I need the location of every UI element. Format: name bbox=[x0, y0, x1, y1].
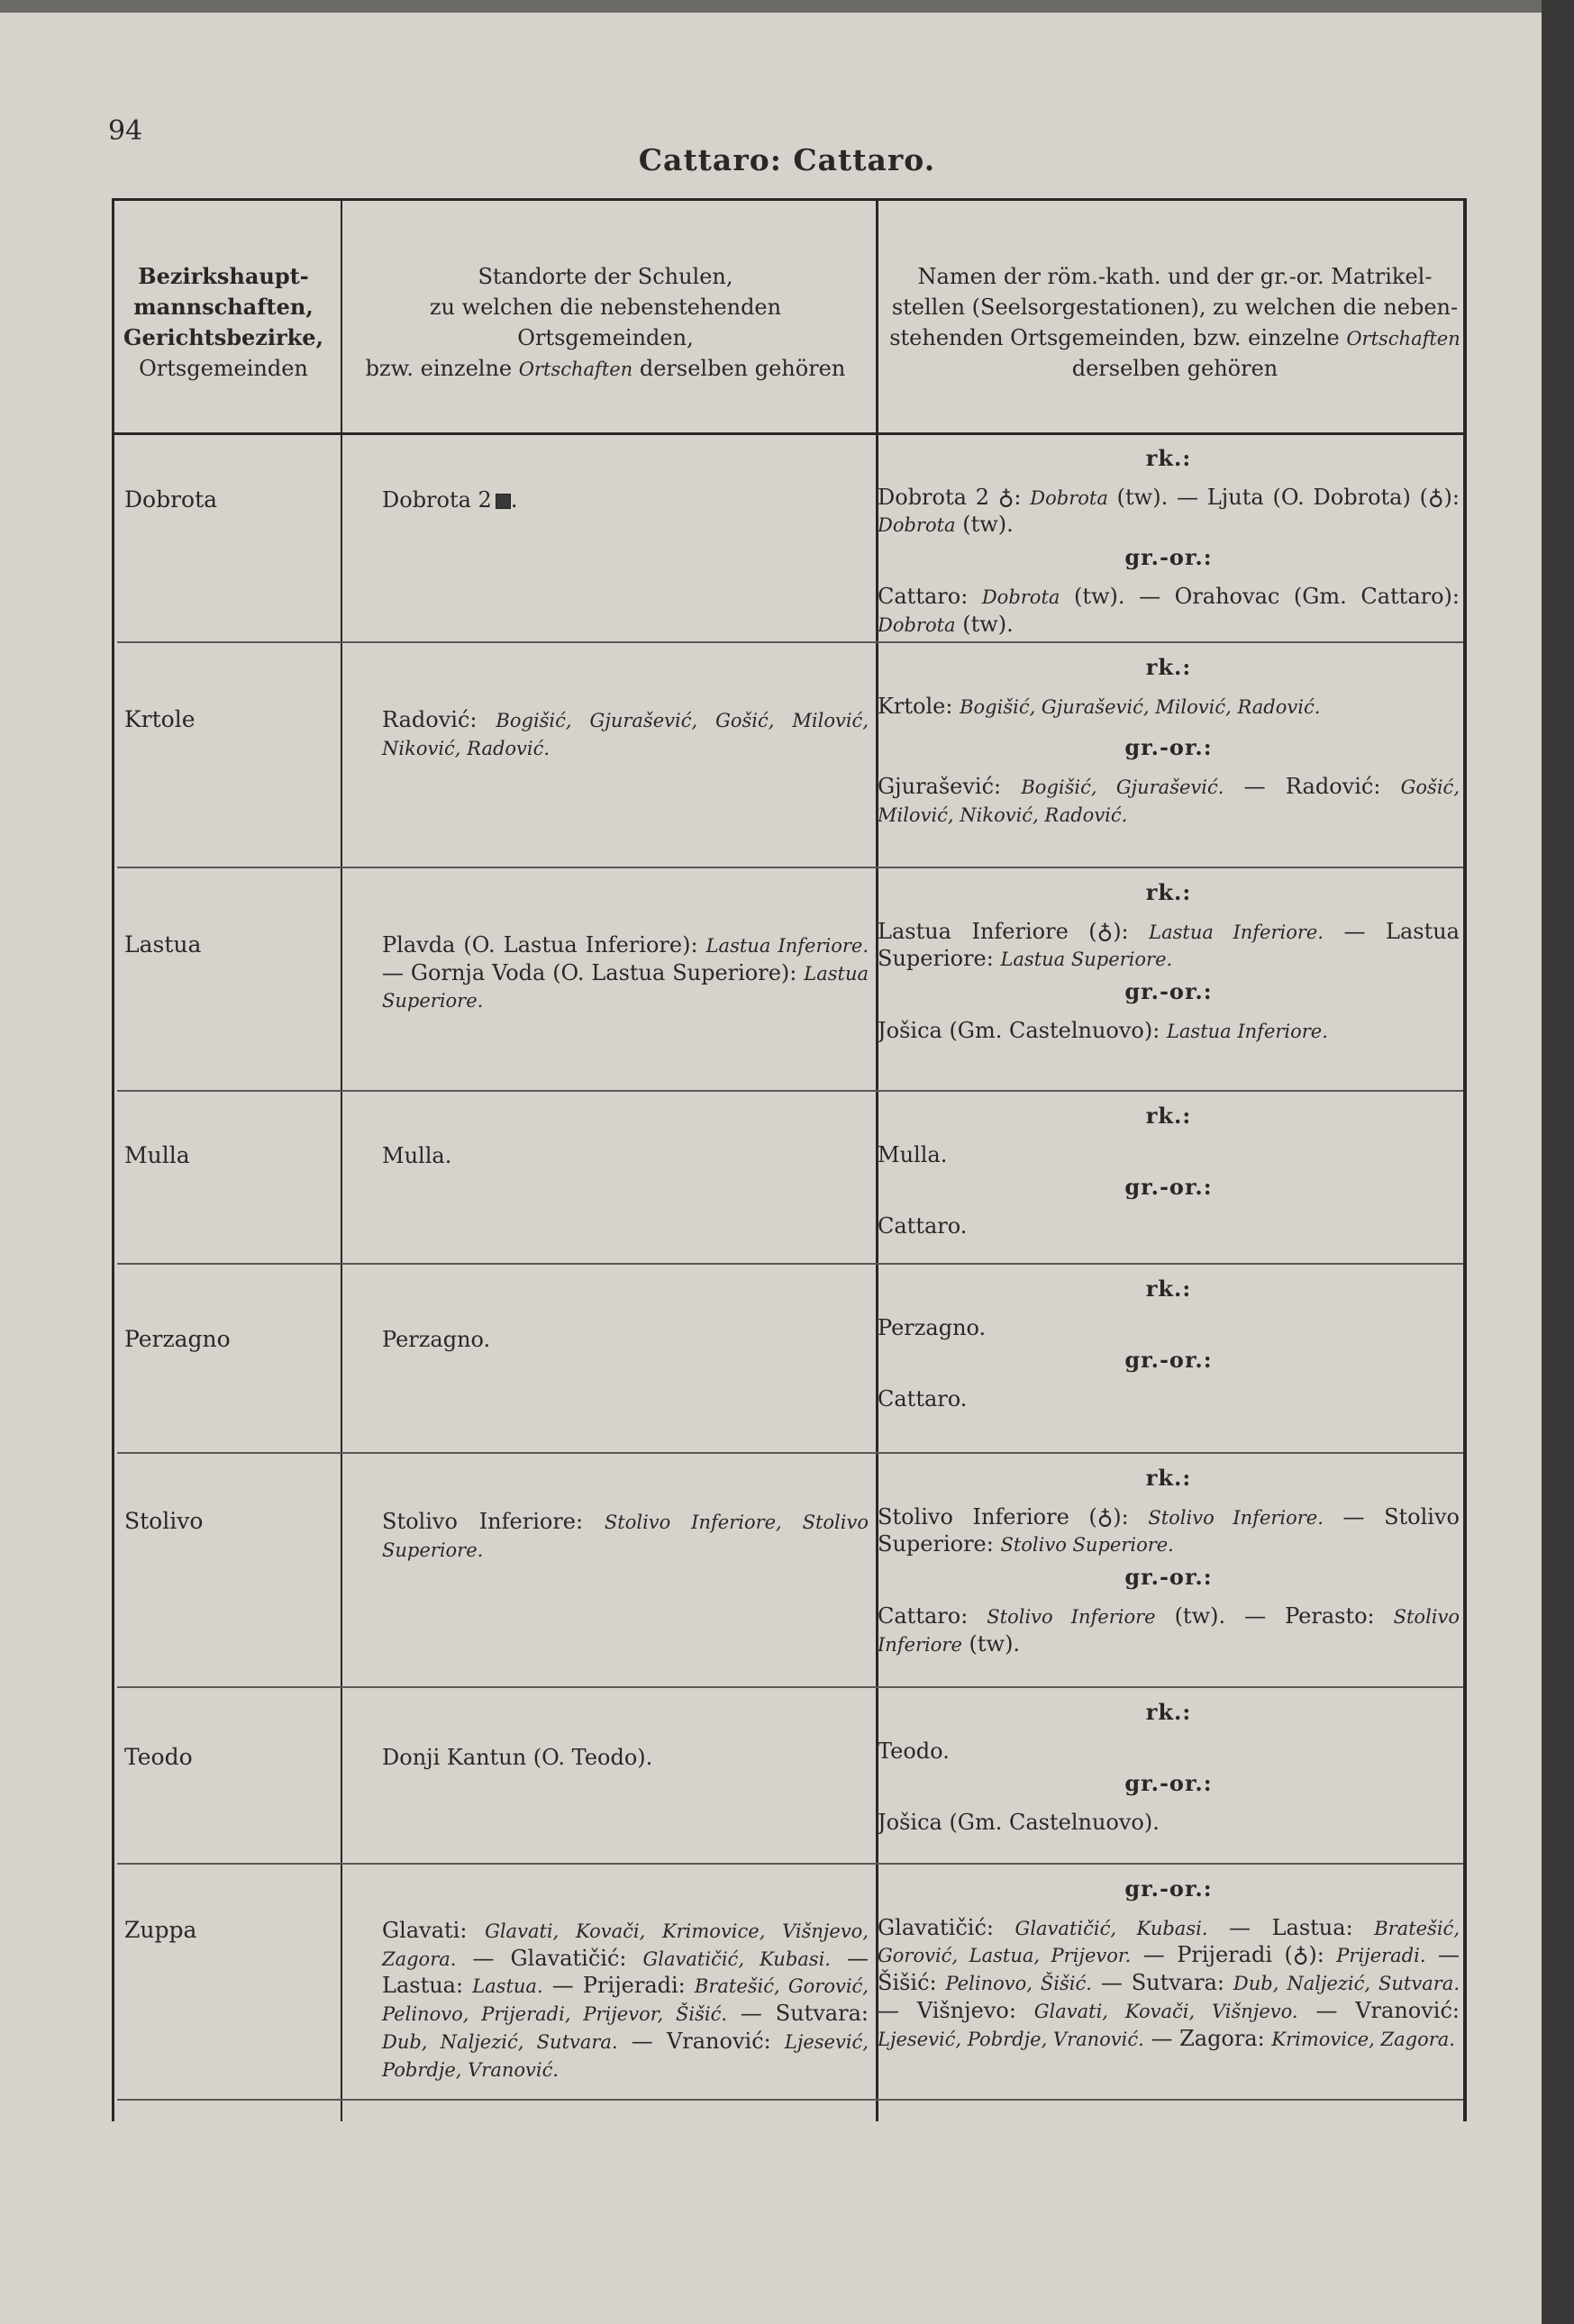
schule-text: Perzagno. bbox=[382, 1327, 491, 1352]
gemeinde-name: Dobrota bbox=[124, 486, 218, 513]
rk-label: rk.: bbox=[1145, 1699, 1192, 1725]
schule-text: Stolivo Inferiore: Stolivo Inferiore, Stolivo Superiore. bbox=[382, 1509, 869, 1561]
school-type-icon bbox=[496, 494, 511, 509]
header-col-gemeinden: Bezirkshaupt- mannschaften, Gerichtsbezirke, Ortsgemeinden bbox=[123, 262, 323, 382]
row-separator bbox=[117, 2099, 1463, 2101]
gemeinde-name: Lastua bbox=[124, 931, 202, 958]
row-separator bbox=[117, 1090, 1463, 1092]
rk-label: rk.: bbox=[1145, 445, 1192, 471]
rk-label: rk.: bbox=[1145, 1465, 1192, 1491]
matrikel-text: rk.: Mulla. gr.-or.: Cattaro. bbox=[878, 1097, 1460, 1240]
table-left-rule bbox=[112, 198, 114, 2121]
page-number: 94 bbox=[108, 115, 143, 147]
schule-text: Glavati: Glavati, Kovači, Krimovice, Višnjevo, Zagora. — Glavatičić: Glavatičić, Kubasi. — Lastua: Lastua. — Prijeradi: Bratešić, Gorović, Pelinovo, Prijeradi, Prijevor, Šišić. — Sutvara: Dub, Naljezić, Sutvara. — Vranović: Ljesević, Pobrdje, Vranović. bbox=[382, 1918, 869, 2081]
gemeinde-name: Stolivo bbox=[124, 1508, 204, 1534]
matrikel-text: rk.: Perzagno. gr.-or.: Cattaro. bbox=[878, 1270, 1460, 1413]
row-separator bbox=[117, 867, 1463, 868]
header-bottom-rule bbox=[112, 432, 1467, 435]
matrikel-text: gr.-or.: Glavatičić: Glavatičić, Kubasi. — Lastua: Bratešić, Gorović, Lastua, Prijevor. — Prijeradi (♁): Prijeradi. — Šišić: Pelinovo, Šišić. — Sutvara: Dub, Naljezić, Sutvara. — Višnjevo: Glavati, Kovači, Višnjevo. — Vranović: Ljesević, Pobrdje, Vranović. — Zagora: Krimovice, Zagora. bbox=[878, 1875, 1460, 2051]
table-top-rule bbox=[112, 198, 1467, 201]
matrikel-text: rk.: Krtole: Bogišić, Gjurašević, Milović, Radović. gr.-or.: Gjurašević: Bogišić, Gjurašević. — Radović: Gošić, Milović, Niković, Radović. bbox=[878, 654, 1460, 826]
table-right-rule bbox=[1463, 198, 1467, 2121]
gemeinde-name: Zuppa bbox=[124, 1917, 197, 1943]
page-title: Cattaro: Cattaro. bbox=[638, 142, 936, 177]
gror-label: gr.-or.: bbox=[1124, 978, 1213, 1005]
gror-label: gr.-or.: bbox=[1124, 1347, 1213, 1374]
gror-label: gr.-or.: bbox=[1124, 1564, 1213, 1591]
scan-top-edge bbox=[0, 0, 1574, 13]
header-col-schulen: Standorte der Schulen, zu welchen die nebenstehenden Ortsgemeinden, bzw. einzelne Ortschaften derselben gehören bbox=[365, 263, 846, 382]
schule-text: Dobrota 2 . bbox=[382, 487, 518, 513]
rk-label: rk.: bbox=[1145, 1275, 1192, 1302]
row-separator bbox=[117, 1263, 1463, 1265]
schule-text: Mulla. bbox=[382, 1143, 452, 1168]
row-separator bbox=[117, 1452, 1463, 1454]
row-separator bbox=[117, 641, 1463, 643]
gror-label: gr.-or.: bbox=[1124, 734, 1213, 761]
gemeinde-name: Mulla bbox=[124, 1142, 190, 1168]
matrikel-text: rk.: Lastua Inferiore (♁): Lastua Inferiore. — Lastua Superiore: Lastua Superiore. gr.-or.: Jošica (Gm. Castelnuovo): Lastua Inferiore. bbox=[878, 879, 1460, 1043]
header-col-matrikelstellen: Namen der röm.-kath. und der gr.-or. Matrikel- stellen (Seelsorgestationen), zu welchen die neben- stehenden Ortsgemeinden, bzw. einzelne Ortschaften derselben gehören bbox=[889, 263, 1460, 382]
gror-label: gr.-or.: bbox=[1124, 1174, 1213, 1201]
rk-label: rk.: bbox=[1145, 1103, 1192, 1129]
gror-label: gr.-or.: bbox=[1124, 1770, 1213, 1797]
scan-right-edge bbox=[1542, 0, 1574, 2324]
rk-label: rk.: bbox=[1145, 879, 1192, 905]
gemeinde-name: Teodo bbox=[124, 1744, 193, 1770]
rk-label: rk.: bbox=[1145, 654, 1192, 680]
column-rule-1 bbox=[341, 198, 342, 2121]
gror-label: gr.-or.: bbox=[1124, 1875, 1213, 1902]
schule-text: Plavda (O. Lastua Inferiore): Lastua Inferiore. — Gornja Voda (O. Lastua Superiore): Lastua Superiore. bbox=[382, 932, 869, 1012]
row-separator bbox=[117, 1686, 1463, 1688]
gemeinde-name: Krtole bbox=[124, 706, 196, 732]
schule-text: Radović: Bogišić, Gjurašević, Gošić, Milović, Niković, Radović. bbox=[382, 707, 869, 759]
matrikel-text: rk.: Dobrota 2 ♁: Dobrota (tw). — Ljuta (O. Dobrota) (♁): Dobrota (tw). gr.-or.: Cattaro: Dobrota (tw). — Orahovac (Gm. Cattaro): Dobrota (tw). bbox=[878, 445, 1460, 637]
gemeinde-name: Perzagno bbox=[124, 1326, 231, 1352]
matrikel-text: rk.: Stolivo Inferiore (♁): Stolivo Inferiore. — Stolivo Superiore: Stolivo Superiore. gr.-or.: Cattaro: Stolivo Inferiore (tw). — Perasto: Stolivo Inferiore (tw). bbox=[878, 1465, 1460, 1657]
gror-label: gr.-or.: bbox=[1124, 544, 1213, 571]
school-parish-table bbox=[112, 198, 1467, 2121]
row-separator bbox=[117, 1863, 1463, 1865]
schule-text: Donji Kantun (O. Teodo). bbox=[382, 1745, 653, 1770]
matrikel-text: rk.: Teodo. gr.-or.: Jošica (Gm. Castelnuovo). bbox=[878, 1693, 1460, 1837]
